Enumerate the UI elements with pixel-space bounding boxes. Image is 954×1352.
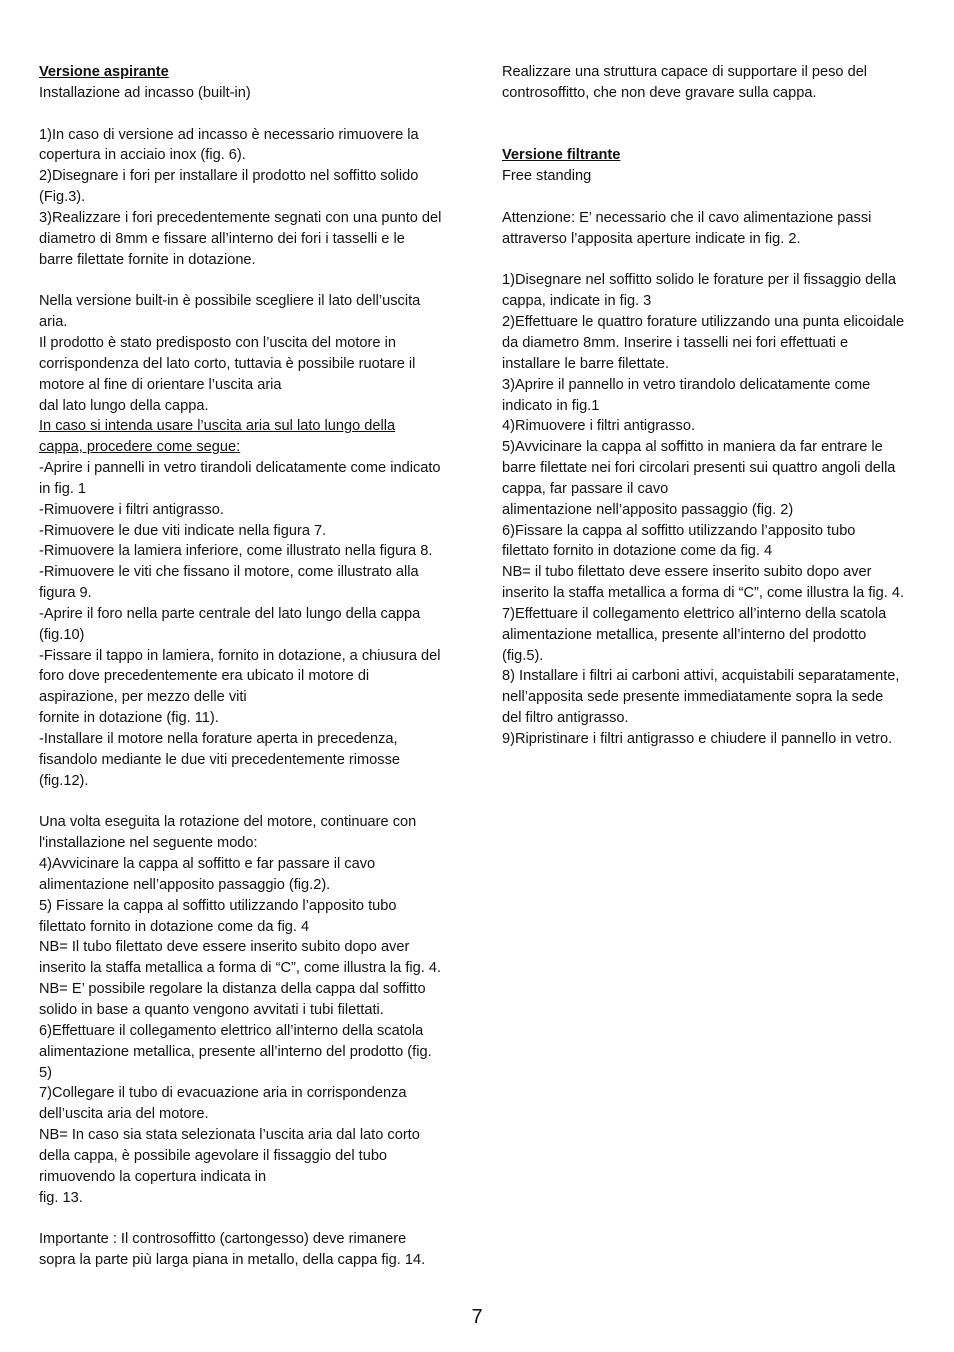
- text-line: 8) Installare i filtri ai carboni attivi, acquistabili separatamente,: [502, 668, 900, 685]
- text-line: -Aprire il foro nella parte centrale del lato lungo della cappa: [39, 605, 421, 622]
- text-line: 2)Disegnare i fori per installare il prodotto nel soffitto solido: [39, 168, 419, 185]
- text-line: 4)Avvicinare la cappa al soffitto e far passare il cavo: [39, 856, 376, 873]
- text-line: -Rimuovere i filtri antigrasso.: [39, 501, 224, 518]
- page-number: 7: [471, 1306, 483, 1328]
- text-line: aspirazione, per mezzo delle viti: [39, 689, 247, 706]
- text-line: Installazione ad incasso (built-in): [39, 84, 251, 101]
- text-line: aria.: [39, 314, 68, 331]
- blank-line: [502, 250, 920, 271]
- text-line: indicato in fig.1: [502, 397, 600, 414]
- text-line: 5) Fissare la cappa al soffitto utilizzando l’apposito tubo: [39, 897, 397, 914]
- text-line: 7)Collegare il tubo di evacuazione aria in corrispondenza: [39, 1085, 407, 1102]
- text-line: fisandolo mediante le due viti precedentemente rimosse: [39, 751, 400, 768]
- text-line: 9)Ripristinare i filtri antigrasso e chiudere il pannello in vetro.: [502, 731, 893, 747]
- text-line: NB= In caso sia stata selezionata l’uscita aria dal lato corto: [39, 1127, 420, 1144]
- text-line: da diametro 8mm. Inserire i tasselli nei fori effettuati e: [502, 334, 849, 351]
- text-line: Attenzione: E’ necessario che il cavo alimentazione passi: [502, 209, 872, 226]
- text-line: alimentazione nell’apposito passaggio (fig. 2): [502, 501, 794, 518]
- right-column: [502, 62, 920, 750]
- text-line: alimentazione metallica, presente all’interno del prodotto (fig.: [39, 1043, 432, 1060]
- text-line: NB= il tubo filettato deve essere inserito subito dopo aver: [502, 564, 872, 581]
- text-line: controsoffitto, che non deve gravare sulla cappa.: [502, 84, 817, 101]
- underlined-text-line: cappa, procedere come segue:: [39, 439, 241, 456]
- text-line: Una volta eseguita la rotazione del motore, continuare con: [39, 814, 417, 831]
- text-line: (Fig.3).: [39, 189, 86, 206]
- blank-line: [39, 1208, 459, 1229]
- text-line: alimentazione metallica, presente all’interno del prodotto: [502, 626, 867, 643]
- text-line: attraverso l’apposita aperture indicate in fig. 2.: [502, 230, 801, 247]
- text-line: barre filettate nei fori circolari presenti sui quattro angoli della: [502, 460, 896, 477]
- blank-line: [502, 187, 920, 208]
- text-line: 1)In caso di versione ad incasso è necessario rimuovere la: [39, 126, 419, 143]
- text-line: dell’uscita aria del motore.: [39, 1106, 209, 1123]
- text-line: 5): [39, 1064, 52, 1081]
- text-line: foro dove precedentemente era ubicato il motore di: [39, 668, 370, 685]
- text-line: solido in base a quanto vengono avvitati i tubi filettati.: [39, 1001, 384, 1018]
- text-line: (fig.10): [39, 626, 85, 643]
- text-line: Il prodotto è stato predisposto con l’uscita del motore in: [39, 334, 396, 351]
- text-line: Free standing: [502, 168, 592, 185]
- underlined-text-line: In caso si intenda usare l’uscita aria sul lato lungo della: [39, 418, 396, 435]
- section-heading: Versione aspirante: [39, 64, 169, 80]
- text-line: barre filettate fornite in dotazione.: [39, 251, 256, 268]
- blank-line: [39, 270, 459, 291]
- text-line: 3)Aprire il pannello in vetro tirandolo delicatamente come: [502, 376, 871, 393]
- text-line: NB= E’ possibile regolare la distanza della cappa dal soffitto: [39, 981, 426, 998]
- text-line: 2)Effettuare le quattro forature utilizzando una punta elicoidale: [502, 314, 905, 331]
- text-line: filettato fornito in dotazione come da fig. 4: [502, 543, 773, 560]
- section-heading: Versione filtrante: [502, 147, 621, 164]
- text-line: 7)Effettuare il collegamento elettrico all’interno della scatola: [502, 605, 887, 622]
- text-line: rimuovendo la copertura indicata in: [39, 1168, 267, 1185]
- text-line: filettato fornito in dotazione come da fig. 4: [39, 918, 310, 935]
- text-line: Nella versione built-in è possibile scegliere il lato dell’uscita: [39, 293, 421, 310]
- text-line: in fig. 1: [39, 480, 87, 497]
- text-line: inserito la staffa metallica a forma di “C”, come illustra la fig. 4.: [502, 585, 905, 602]
- blank-line: [502, 104, 920, 125]
- text-line: cappa, indicate in fig. 3: [502, 293, 652, 310]
- text-line: della cappa, è possibile agevolare il fissaggio del tubo: [39, 1147, 388, 1164]
- text-line: (fig.12).: [39, 772, 89, 789]
- text-line: -Installare il motore nella forature aperta in precedenza,: [39, 731, 398, 747]
- text-line: Realizzare una struttura capace di supportare il peso del: [502, 64, 868, 80]
- text-line: figura 9.: [39, 585, 92, 602]
- text-line: motore al fine di orientare l’uscita aria: [39, 376, 282, 393]
- text-line: alimentazione nell’apposito passaggio (fig.2).: [39, 876, 331, 893]
- left-column: [39, 62, 459, 1271]
- text-line: Importante : Il controsoffitto (cartongesso) deve rimanere: [39, 1231, 407, 1248]
- text-line: 5)Avvicinare la cappa al soffitto in maniera da far entrare le: [502, 439, 883, 456]
- text-line: 6)Effettuare il collegamento elettrico all’interno della scatola: [39, 1022, 424, 1039]
- text-line: diametro di 8mm e fissare all’interno dei fori i tasselli e le: [39, 230, 405, 247]
- blank-line: [502, 125, 920, 146]
- text-line: -Rimuovere la lamiera inferiore, come illustrato nella figura 8.: [39, 543, 433, 560]
- text-line: fig. 13.: [39, 1189, 83, 1206]
- text-line: del filtro antigrasso.: [502, 710, 629, 727]
- text-line: cappa, far passare il cavo: [502, 480, 669, 497]
- text-line: dal lato lungo della cappa.: [39, 397, 209, 414]
- text-line: l'installazione nel seguente modo:: [39, 835, 258, 852]
- text-line: (fig.5).: [502, 647, 544, 664]
- text-line: inserito la staffa metallica a forma di “C”, come illustra la fig. 4.: [39, 960, 442, 977]
- text-line: NB= Il tubo filettato deve essere inserito subito dopo aver: [39, 939, 410, 956]
- text-line: sopra la parte più larga piana in metallo, della cappa fig. 14.: [39, 1252, 426, 1269]
- blank-line: [39, 792, 459, 813]
- text-line: corrispondenza del lato corto, tuttavia è possibile ruotare il: [39, 355, 416, 372]
- text-line: 3)Realizzare i fori precedentemente segnati con una punto del: [39, 209, 442, 226]
- text-line: 1)Disegnare nel soffitto solido le forature per il fissaggio della: [502, 272, 896, 289]
- text-line: copertura in acciaio inox (fig. 6).: [39, 147, 246, 164]
- text-line: -Fissare il tappo in lamiera, fornito in dotazione, a chiusura del: [39, 647, 441, 664]
- blank-line: [39, 104, 459, 125]
- text-line: nell’apposita sede presente immediatamente sopra la sede: [502, 689, 884, 706]
- text-line: -Aprire i pannelli in vetro tirandoli delicatamente come indicato: [39, 460, 441, 477]
- text-line: -Rimuovere le viti che fissano il motore, come illustrato alla: [39, 564, 419, 581]
- text-line: 4)Rimuovere i filtri antigrasso.: [502, 418, 696, 435]
- text-line: -Rimuovere le due viti indicate nella figura 7.: [39, 522, 327, 539]
- text-line: installare le barre filettate.: [502, 355, 670, 372]
- text-line: fornite in dotazione (fig. 11).: [39, 710, 219, 727]
- text-line: 6)Fissare la cappa al soffitto utilizzando l’apposito tubo: [502, 522, 856, 539]
